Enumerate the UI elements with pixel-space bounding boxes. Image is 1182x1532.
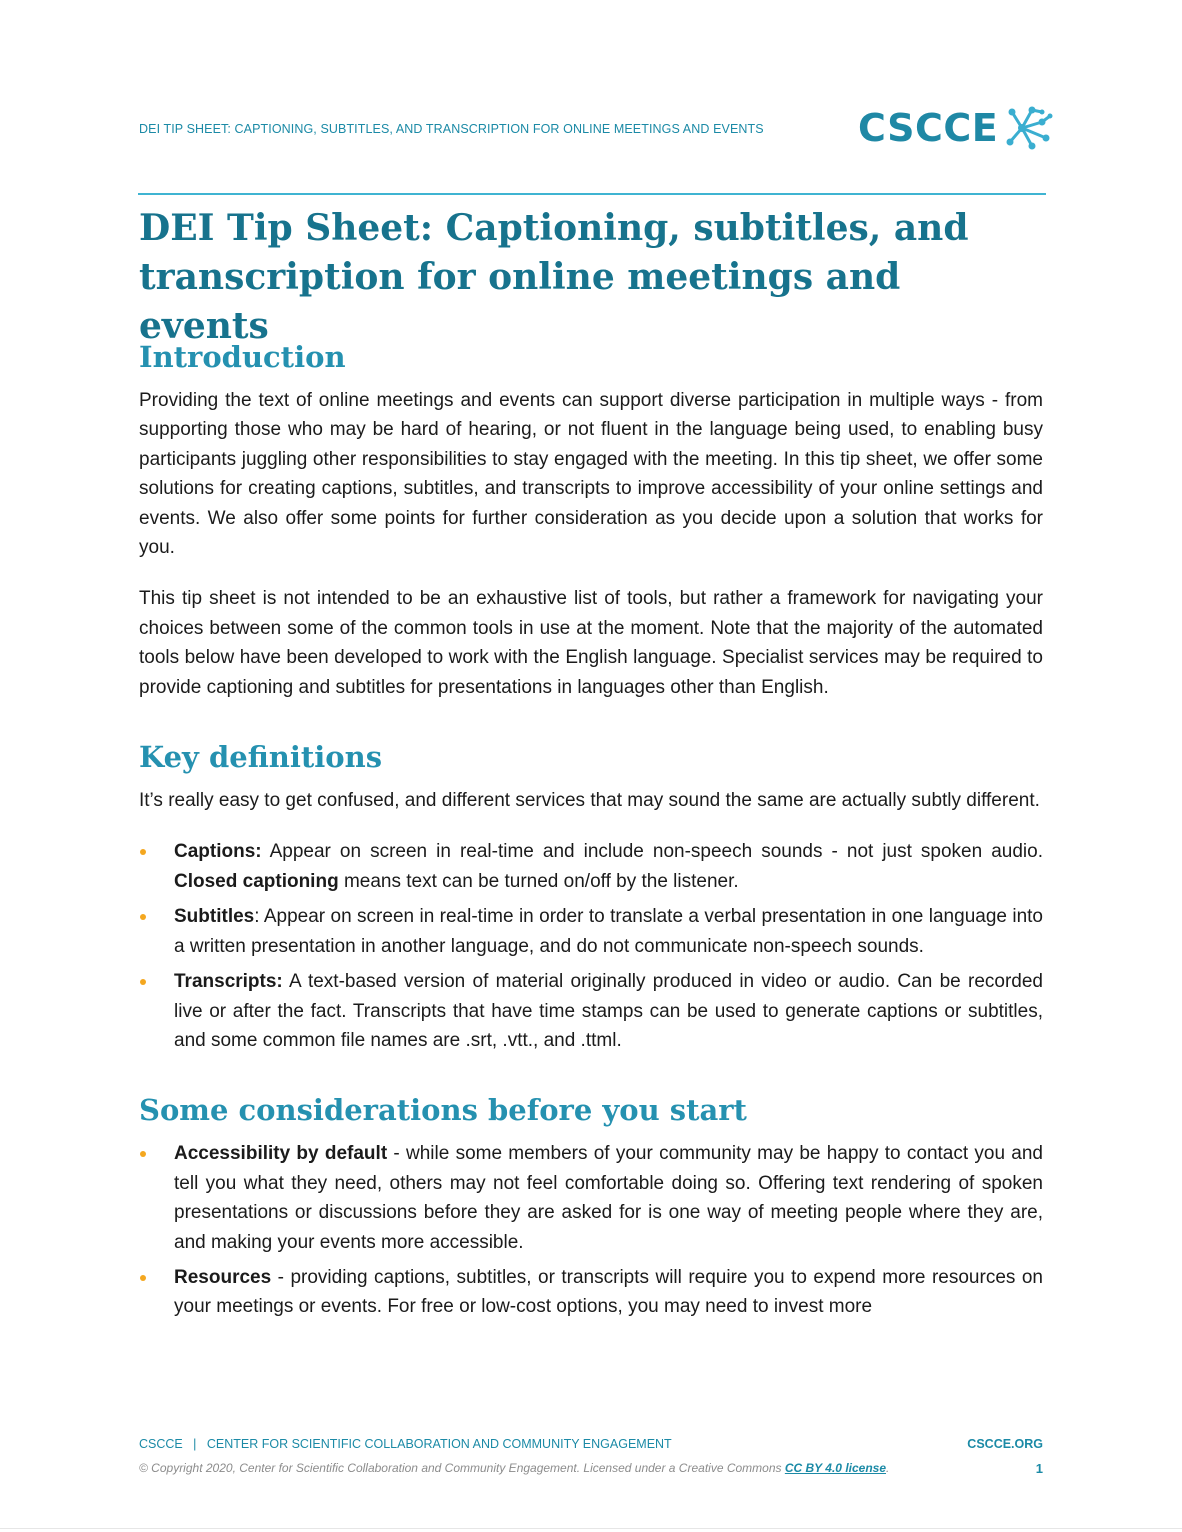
considerations-section xyxy=(139,1089,1043,1321)
list-item xyxy=(139,837,1043,896)
bullet-icon xyxy=(140,1275,146,1281)
definition-text: : Appear on screen in real-time in order to translate a verbal presentation in one language into a written presentation in another language, and do not communicate non-speech sounds. xyxy=(174,906,1043,957)
bullet-icon xyxy=(140,979,146,985)
footer-copyright xyxy=(139,1461,889,1476)
introduction-section xyxy=(139,336,1043,702)
bullet-icon xyxy=(140,1151,146,1157)
definition-text: means text can be turned on/off by the listener. xyxy=(338,870,739,892)
list-item xyxy=(139,902,1043,961)
copyright-text: © Copyright 2020, Center for Scientific Collaboration and Community Engagement. Licensed under a Creative Commons xyxy=(139,1461,785,1475)
list-item xyxy=(139,1263,1043,1322)
footer-site-link[interactable]: CSCCE.ORG xyxy=(967,1437,1043,1451)
consideration-text: - while some members of your community may be happy to contact you and tell you what they need, others may not feel comfortable doing so. Offering text rendering of spoken presentations or discussions before they are asked for is one way of meeting people where they are, and making your events more accessible. xyxy=(174,1143,1043,1253)
page-title: DEI Tip Sheet: Captioning, subtitles, and transcription for online meetings and events xyxy=(139,207,969,347)
page-bottom-edge xyxy=(0,1528,1182,1529)
running-header: DEI TIP SHEET: CAPTIONING, SUBTITLES, AND TRANSCRIPTION FOR ONLINE MEETINGS AND EVENTS xyxy=(139,122,764,136)
definition-text: A text-based version of material originally produced in video or audio. Can be recorded live or after the fact. Transcripts that have time stamps can be used to generate captions or subtitles, and some common file names are .srt, .vtt., and .ttml. xyxy=(174,971,1043,1051)
term: Closed captioning xyxy=(174,870,339,892)
list-item xyxy=(139,967,1043,1055)
considerations-heading: Some considerations before you start xyxy=(139,1093,747,1128)
definitions-heading: Key definitions xyxy=(139,740,383,775)
network-icon xyxy=(1002,104,1054,152)
introduction-heading: Introduction xyxy=(139,340,346,374)
intro-paragraph-1: Providing the text of online meetings and events can support diverse participation in multiple ways - from supporting those who may be hard of hearing, or not fluent in the language being used, to enabling busy participants juggling other responsibilities to stay engaged with the meeting. In this tip sheet, we offer some solutions for creating captions, subtitles, and transcripts to improve accessibility of your online settings and events. We also offer some points for further consideration as you decide upon a solution that works for you. xyxy=(139,390,1043,559)
cscce-logo xyxy=(858,104,1054,152)
page-number: 1 xyxy=(1035,1461,1043,1476)
term: Accessibility by default xyxy=(174,1143,388,1165)
list-item xyxy=(139,1139,1043,1257)
definitions-list xyxy=(139,837,1043,1055)
bullet-icon xyxy=(140,849,146,855)
footer-org-line xyxy=(139,1437,1043,1451)
definition-text: Appear on screen in real-time and include non-speech sounds - not just spoken audio. xyxy=(261,841,1043,863)
license-link[interactable]: CC BY 4.0 license xyxy=(784,1461,887,1475)
consideration-text: - providing captions, subtitles, or transcripts will require you to expend more resources on your meetings or events. For free or low-cost options, you may need to invest more xyxy=(174,1266,1043,1318)
definitions-lead: It’s really easy to get confused, and different services that may sound the same are actually subtly different. xyxy=(139,790,1040,812)
license-end: . xyxy=(886,1461,890,1475)
intro-paragraph-2: This tip sheet is not intended to be an exhaustive list of tools, but rather a framework for navigating your choices between some of the common tools in use at the moment. Note that the majority of the automated tools below have been developed to work with the English language. Specialist services may be required to provide captioning and subtitles for presentations in languages other than English. xyxy=(139,588,1043,698)
header-divider xyxy=(138,193,1046,195)
considerations-list xyxy=(139,1139,1043,1321)
term: Resources xyxy=(174,1266,272,1288)
term: Subtitles xyxy=(174,906,255,928)
bullet-icon xyxy=(140,914,146,920)
term: Captions: xyxy=(174,841,262,863)
definitions-section xyxy=(139,736,1043,1055)
footer-org: CSCCE | CENTER FOR SCIENTIFIC COLLABORATION AND COMMUNITY ENGAGEMENT xyxy=(139,1437,672,1451)
term: Transcripts: xyxy=(174,971,283,993)
footer-copyright-line xyxy=(139,1461,1043,1476)
main-content xyxy=(139,336,1043,1336)
logo-text: CSCCE xyxy=(858,106,999,150)
